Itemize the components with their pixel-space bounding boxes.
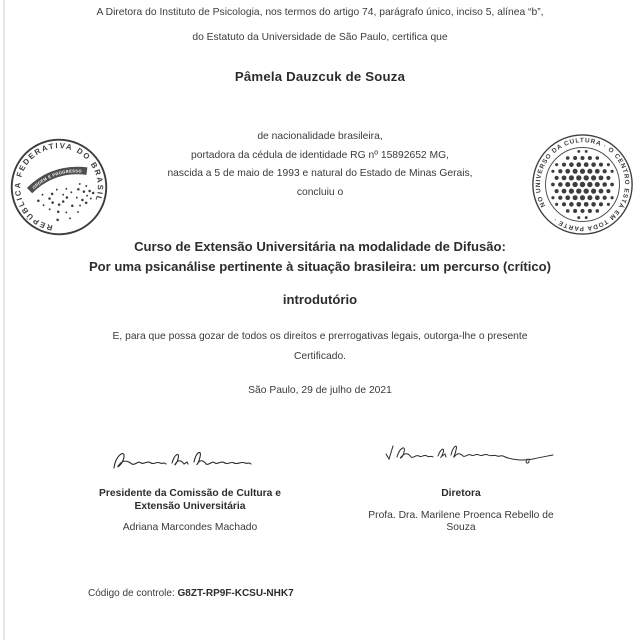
signatory-right-block — [330, 488, 592, 535]
intro-paragraph — [0, 0, 640, 50]
closing-line-1: E, para que possa gozar de todos os direitos e prerrogativas legais, outorga-lhe o presente — [112, 331, 528, 342]
signatory-right-name-line-1: Profa. Dra. Marilene Proenca Rebello de — [368, 509, 554, 521]
intro-line-1: A Diretora do Instituto de Psicologia, nos termos do artigo 74, parágrafo único, inciso 5, alínea “b”, — [96, 7, 544, 18]
course-title-line-2: Por uma psicanálise pertinente à situação brasileira: um percurso (crítico) — [88, 259, 552, 274]
control-code-line — [88, 588, 294, 599]
signatory-left-name: Adriana Marcondes Machado — [122, 522, 258, 533]
signatory-left-block — [60, 488, 320, 535]
course-title-line-3: introdutório — [282, 292, 358, 307]
brazil-seal-banner-text: ORDEM E PROGRESSO — [31, 168, 83, 191]
closing-line-2: Certificado. — [293, 350, 347, 362]
control-code-label: Código de controle: — [88, 588, 175, 599]
intro-line-2: do Estatuto da Universidade de São Paulo, certifica que — [192, 32, 448, 43]
signatory-left-title-line-1: Presidente da Comissão de Cultura e — [99, 488, 281, 499]
signature-right-handwriting — [383, 438, 558, 472]
closing-paragraph — [0, 327, 640, 366]
recipient-details — [0, 128, 640, 202]
date-place: São Paulo, 29 de julho de 2021 — [248, 385, 392, 396]
brazil-seal-ring-text: REPÚBLICA FEDERATIVA DO BRASIL — [13, 141, 105, 233]
detail-nationality: de nacionalidade brasileira, — [257, 131, 383, 142]
detail-concluded: concluiu o — [296, 186, 344, 198]
signatory-right-name-line-2: Souza — [446, 522, 476, 533]
page-left-edge-line — [3, 0, 5, 640]
control-code-value: G8ZT-RP9F-KCSU-NHK7 — [177, 588, 294, 599]
detail-birth: nascida a 5 de maio de 1993 e natural do Estado de Minas Gerais, — [167, 168, 473, 179]
usp-seal-ring-text: NO UNIVERSO DA CULTURA · O CENTRO ESTÁ EM TODA PARTE · — [534, 137, 631, 232]
course-title-line-1: Curso de Extensão Universitária na modalidade de Difusão: — [134, 239, 506, 254]
signatory-left-title-line-2: Extensão Universitária — [134, 500, 246, 512]
course-title — [0, 237, 640, 277]
recipient-name: Pâmela Dauzcuk de Souza — [234, 69, 406, 84]
detail-identity: portadora da cédula de identidade RG nº 15892652 MG, — [191, 149, 449, 161]
signatory-right-title: Diretora — [441, 488, 481, 499]
signature-left-handwriting — [108, 444, 258, 474]
